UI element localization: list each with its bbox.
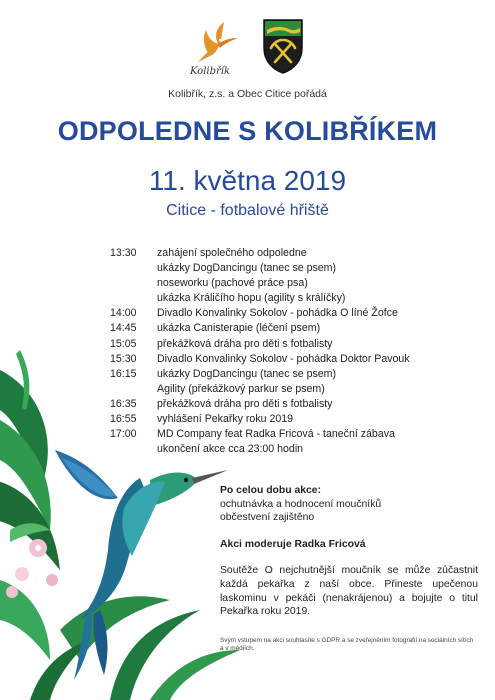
schedule-time [110,442,157,457]
schedule-time [110,382,157,397]
info-refreshments: občestvení zajištěno [220,512,315,524]
coat-of-arms [262,18,304,74]
contest-text: Soutěže O nejchutnější moučník se může zúčastnit každá pekařka z naší obce. Přineste upečenou laskominu v pekáči (nenakrájenou) a bojujte o titul Pekařka roku 2019. [220,565,478,618]
gdpr-notice: Svým vstupem na akci souhlasíte s GDPR a se zveřejněním fotografií na sociálních sítích a v médiích. [220,637,474,653]
schedule-row [110,412,490,427]
schedule-time: 15:05 [110,337,137,350]
event-date: 11. května 2019 [148,165,347,196]
schedule-row [110,321,490,336]
schedule-activity: Divadlo Konvalinky Sokolov - pohádka Doktor Pavouk [157,352,410,365]
schedule-time [110,291,157,306]
schedule-activity: noseworku (pachové práce psa) [157,277,308,290]
info-block [220,484,478,619]
schedule-row [110,382,490,397]
schedule-activity: MD Company feat Radka Fricová - taneční zábava [157,428,395,441]
info-heading: Po celou dobu akce: [220,485,322,496]
schedule-time: 14:45 [110,322,137,335]
event-title: ODPOLEDNE S KOLIBŘÍKEM [57,116,438,146]
schedule-activity: ukázky DogDancingu (tanec se psem) [157,367,337,380]
schedule-activity: ukončení akce cca 23:00 hodin [157,443,304,456]
schedule-time: 15:30 [110,352,137,365]
schedule-row [110,306,490,321]
schedule-row [110,427,490,442]
event-place: Citice - fotbalové hřiště [166,202,329,219]
schedule-activity: překážková dráha pro děti s fotbalisty [157,337,333,350]
schedule-activity: Divadlo Konvalinky Sokolov - pohádka O líné Žofce [157,307,398,320]
organizer-line: Kolibřík, z.s. a Obec Citice pořádá [168,88,327,100]
schedule-row [110,291,490,306]
schedule-activity: ukázky DogDancingu (tanec se psem) [157,262,337,275]
kolibrik-logo [180,18,240,80]
schedule-row [110,367,490,382]
schedule-activity: ukázka Králičího hopu (agility s králíčky) [157,292,346,305]
schedule-activity: zahájení společného odpoledne [157,247,307,259]
logo-text: Kolibřík [189,66,231,77]
schedule-time [110,276,157,291]
schedule-row [110,276,490,291]
schedule-activity: vyhlášení Pekařky roku 2019 [157,413,294,426]
moderator-line: Akci moderuje Radka Fricová [220,538,366,550]
info-tasting: ochutnávka a hodnocení moučníků [220,498,382,510]
schedule-row [110,246,490,261]
schedule-time: 16:15 [110,367,137,380]
schedule-row [110,442,490,457]
schedule-time [110,261,157,276]
schedule-time: 16:55 [110,413,137,426]
schedule-row [110,352,490,367]
schedule-time: 17:00 [110,428,137,441]
schedule-row [110,261,490,276]
schedule-time: 14:00 [110,307,137,320]
hummingbird-logo-icon [180,18,240,63]
program-schedule [110,246,490,457]
schedule-activity: překážková dráha pro děti s fotbalisty [157,397,333,410]
schedule-row [110,397,490,412]
schedule-time: 16:35 [110,397,137,410]
schedule-activity: Agility (překážkový parkur se psem) [157,382,325,395]
coat-of-arms-icon [262,18,304,74]
schedule-activity: ukázka Canisterapie (léčení psem) [157,322,321,335]
schedule-row [110,337,490,352]
schedule-time: 13:30 [110,247,137,259]
